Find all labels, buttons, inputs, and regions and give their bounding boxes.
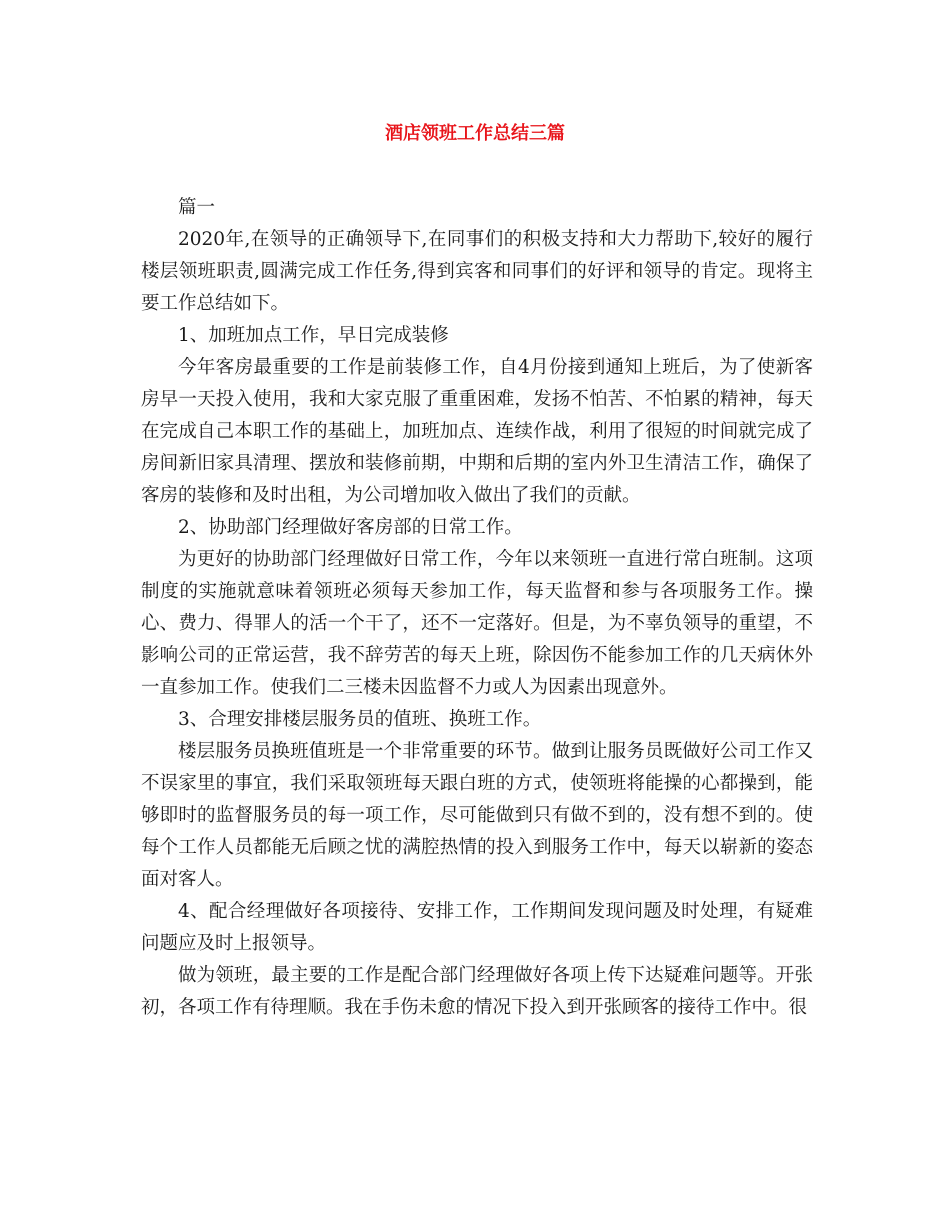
item-heading-4: 4、配合经理做好各项接待、安排工作，工作期间发现问题及时处理，有疑难问题应及时上报领导。 xyxy=(141,901,813,954)
intro-paragraph: 2020年,在领导的正确领导下,在同事们的积极支持和大力帮助下,较好的履行楼层领班职责,圆满完成工作任务,得到宾客和同事们的好评和领导的肯定。现将主要工作总结如下。 xyxy=(141,229,813,314)
item-paragraph-1: 今年客房最重要的工作是前装修工作，自4月份接到通知上班后，为了使新客房早一天投入使用，我和大家克服了重重困难，发扬不怕苦、不怕累的精神，每天在完成自己本职工作的基础上，加班加点、连续作战，利用了很短的时间就完成了房间新旧家具清理、摆放和装修前期，中期和后期的室内外卫生清洁工作，确保了客房的装修和及时出租，为公司增加收入做出了我们的贡献。 xyxy=(141,357,813,506)
item-heading-2: 2、协助部门经理做好客房部的日常工作。 xyxy=(178,517,523,538)
item-paragraph-4: 做为领班，最主要的工作是配合部门经理做好各项上传下达疑难问题等。开张初，各项工作有待理顺。我在手伤未愈的情况下投入到开张顾客的接待工作中。很 xyxy=(141,965,813,1018)
item-heading-3: 3、合理安排楼层服务员的值班、换班工作。 xyxy=(178,709,542,730)
item-paragraph-3: 楼层服务员换班值班是一个非常重要的环节。做到让服务员既做好公司工作又不误家里的事宜，我们采取领班每天跟白班的方式，使领班将能操的心都操到，能够即时的监督服务员的每一项工作，尽可能做到只有做不到的，没有想不到的。使每个工作人员都能无后顾之忧的满腔热情的投入到服务工作中，每天以崭新的姿态面对客人。 xyxy=(141,741,813,890)
item-paragraph-2: 为更好的协助部门经理做好日常工作，今年以来领班一直进行常白班制。这项制度的实施就意味着领班必须每天参加工作，每天监督和参与各项服务工作。操心、费力、得罪人的活一个干了，还不一定落好。但是，为不辜负领导的重望，不影响公司的正常运营，我不辞劳苦的每天上班，除因伤不能参加工作的几天病休外一直参加工作。使我们二三楼未因监督不力或人为因素出现意外。 xyxy=(141,549,813,698)
document-body xyxy=(141,192,813,1024)
item-heading-1: 1、加班加点工作，早日完成装修 xyxy=(178,325,449,346)
section-heading: 篇一 xyxy=(178,197,216,218)
document-title: 酒店领班工作总结三篇 xyxy=(385,123,565,144)
